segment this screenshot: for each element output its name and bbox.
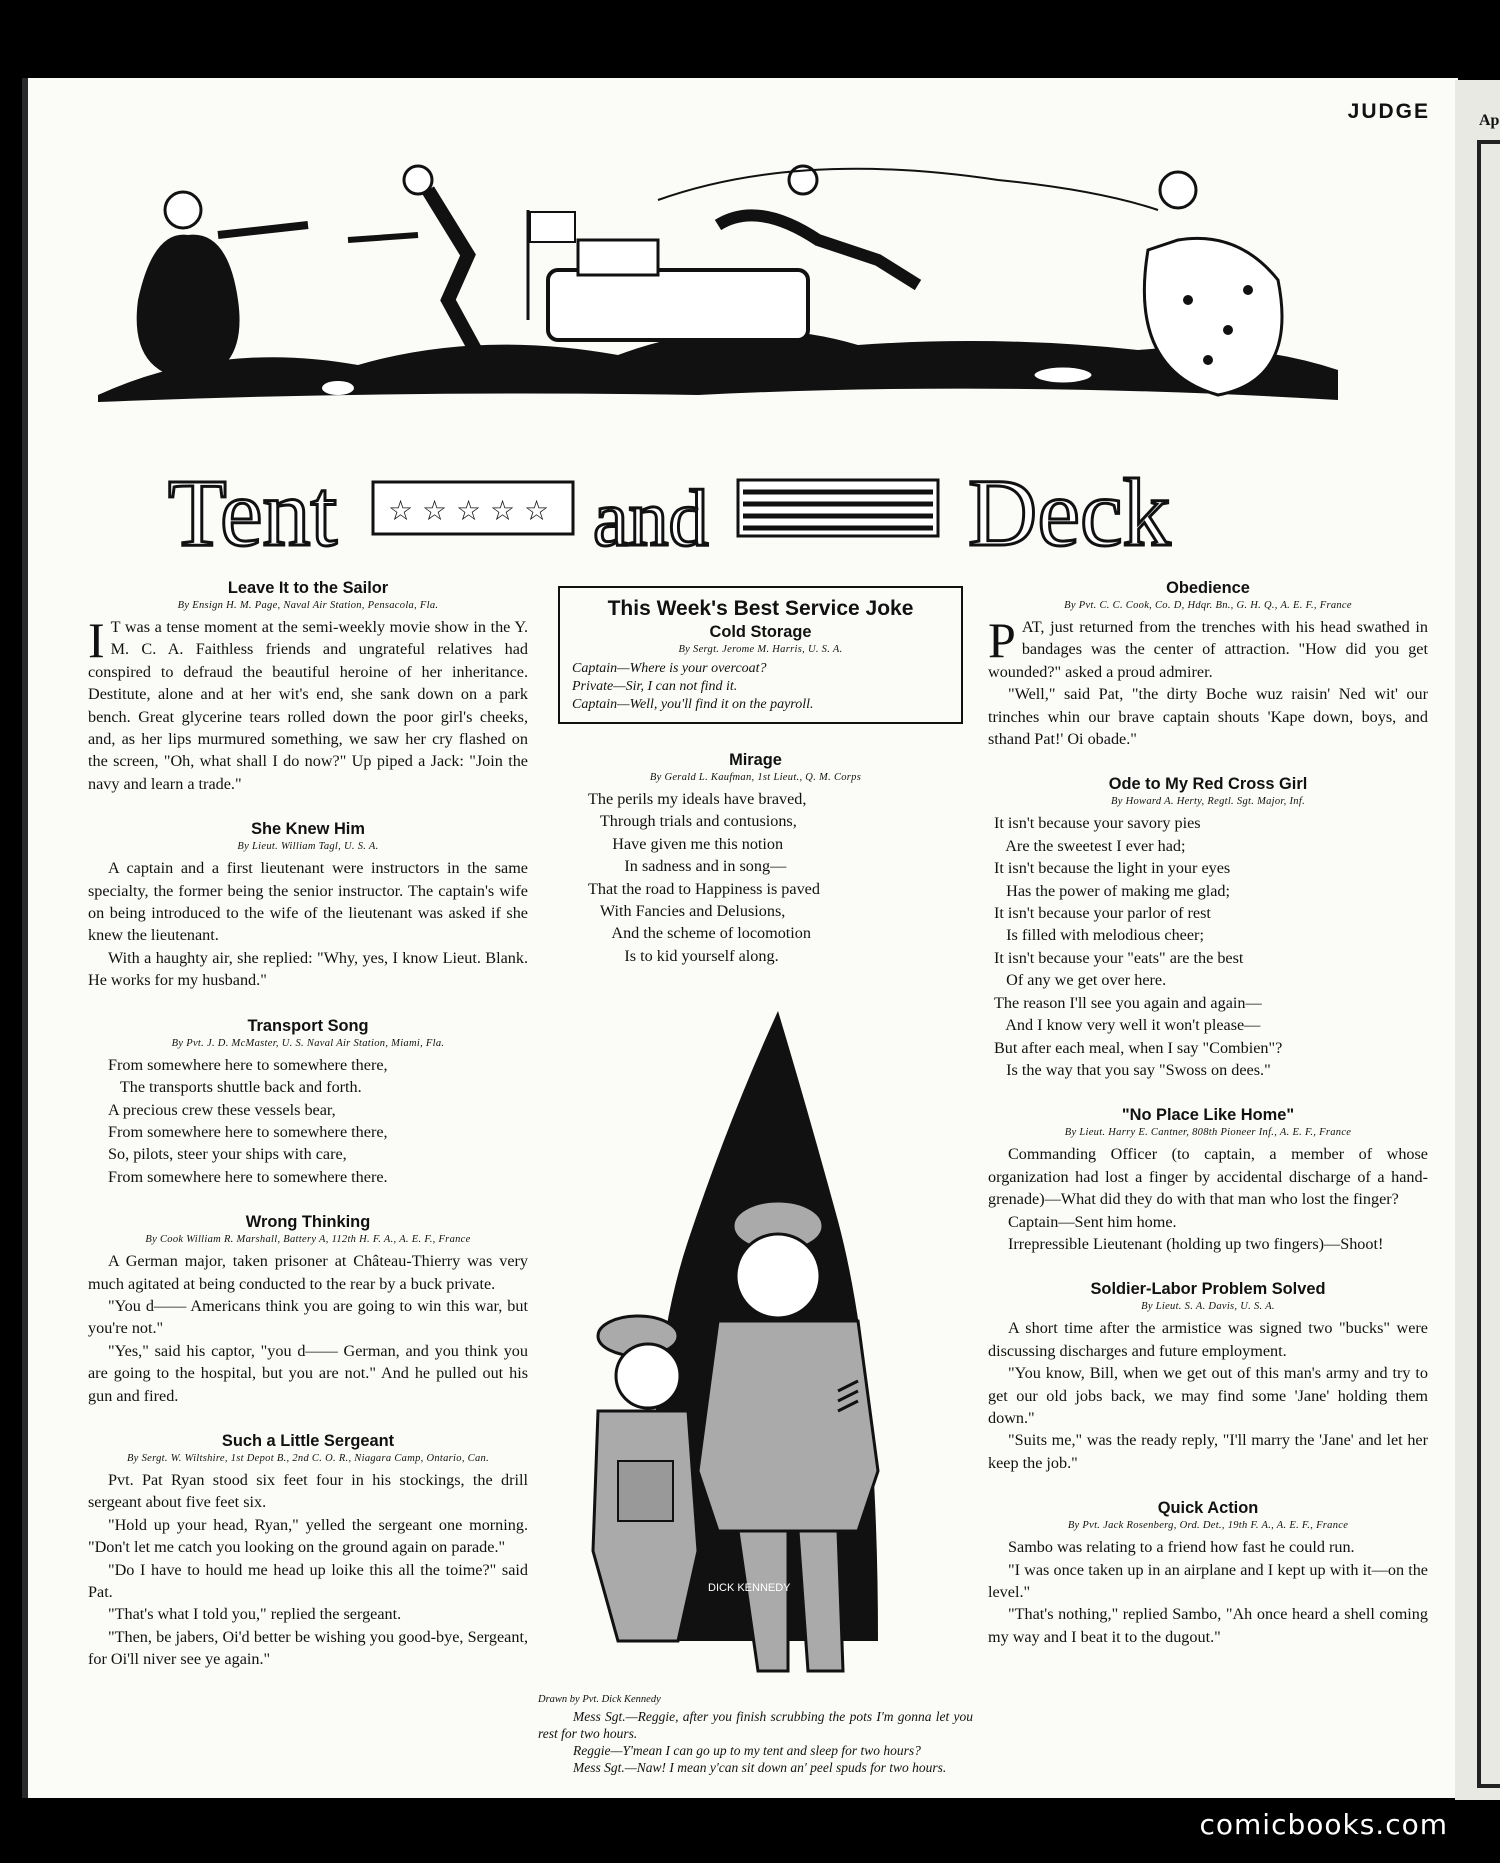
paragraph: Irrepressible Lieutenant (holding up two fingers)—Shoot! <box>1008 1234 1384 1253</box>
poem <box>88 1054 528 1188</box>
drop-cap: I <box>88 612 105 668</box>
article-title: Such a Little Sergeant <box>221 1431 395 1450</box>
poem-line: And I know very well it won't please— <box>994 1016 1261 1035</box>
paragraph: Commanding Officer (to captain, a member of whose organization had lost a finger by accidental discharge of a hand-grenade)—What did they do with that man who lost the finger? <box>988 1145 1428 1209</box>
byline: By Sergt. W. Wiltshire, 1st Depot B., 2nd C. O. R., Niagara Camp, Ontario, Can. <box>126 1452 490 1464</box>
poem-line: It isn't because your "eats" are the best <box>994 948 1244 967</box>
article-title: Obedience <box>1166 579 1250 597</box>
next-page-label: Ap <box>1479 112 1500 129</box>
byline: By Ensign H. M. Page, Naval Air Station, Pensacola, Fla. <box>177 600 439 611</box>
middle-column <box>538 578 973 1776</box>
best-service-joke-box <box>558 586 963 724</box>
article-title: Ode to My Red Cross Girl <box>1108 775 1308 794</box>
article-text: AT, just returned from the trenches with his head swathed in bandages was the center of attraction. "How did you get wounded?" asked a proud admirer. <box>988 618 1428 681</box>
joke-line: Captain—Well, you'll find it on the payroll. <box>572 697 814 712</box>
poem-line: But after each meal, when I say "Combien"? <box>994 1038 1283 1057</box>
byline: By Pvt. C. C. Cook, Co. D, Hdqr. Bn., G. H. Q., A. E. F., France <box>1064 600 1352 611</box>
byline: By Pvt. Jack Rosenberg, Ord. Det., 19th F. A., A. E. F., France <box>1067 1520 1349 1532</box>
article-such-a-little-sergeant <box>88 1431 528 1671</box>
poem-line: In sadness and in song— <box>588 857 787 876</box>
cartoon-illustration <box>538 991 968 1691</box>
byline: By Lieut. William Tagl, U. S. A. <box>237 841 379 853</box>
paragraph: A short time after the armistice was signed two "bucks" were discussing discharges and future employment. <box>988 1319 1428 1360</box>
cartoon-signature: DICK KENNEDY <box>708 1582 791 1595</box>
next-page-edge <box>1455 80 1500 1800</box>
poem-line: A precious crew these vessels bear, <box>108 1100 336 1119</box>
paragraph: "That's what I told you," replied the sergeant. <box>108 1605 402 1624</box>
magazine-page <box>22 78 1458 1798</box>
poem-line: Through trials and contusions, <box>588 812 797 831</box>
article-quick-action <box>988 1498 1428 1648</box>
article-mirage <box>538 750 973 967</box>
paragraph: Captain—Sent him home. <box>1008 1212 1177 1231</box>
article-she-knew-him <box>88 819 528 991</box>
joke-line: Captain—Where is your overcoat? <box>572 661 767 676</box>
next-page-frame <box>1477 140 1500 1788</box>
svg-text:☆ ☆ ☆ ☆ ☆: ☆ ☆ ☆ ☆ ☆ <box>388 494 550 527</box>
paragraph: "You d—— Americans think you are going to win this war, but you're not." <box>88 1296 528 1338</box>
drop-cap: P <box>988 612 1016 668</box>
article-wrong-thinking <box>88 1212 528 1407</box>
byline: By Howard A. Herty, Regtl. Sgt. Major, Inf. <box>1110 796 1305 808</box>
watermark: comicbooks.com <box>1199 1808 1448 1841</box>
poem-line: From somewhere here to somewhere there. <box>108 1167 388 1186</box>
article-title: Quick Action <box>1157 1499 1259 1518</box>
box-heading: This Week's Best Service Joke <box>607 597 914 620</box>
article-title: Leave It to the Sailor <box>227 579 389 597</box>
poem <box>538 788 973 967</box>
title-word-deck: Deck <box>968 459 1171 566</box>
stripes-box <box>738 480 938 536</box>
paragraph: With a haughty air, she replied: "Why, yes, I know Lieut. Blank. He works for my husband." <box>88 948 528 990</box>
poem <box>988 812 1428 1081</box>
poem-line: Of any we get over here. <box>994 971 1167 990</box>
byline: By Sergt. Jerome M. Harris, U. S. A. <box>678 644 843 655</box>
article-ode-to-my-red-cross-girl <box>988 774 1428 1081</box>
article-title: Wrong Thinking <box>245 1213 371 1232</box>
paragraph: "Suits me," was the ready reply, "I'll marry the 'Jane' and let her keep the job." <box>988 1431 1428 1472</box>
poem-line: It isn't because your parlor of rest <box>994 904 1211 923</box>
masthead: JUDGE <box>1347 100 1430 123</box>
poem-line: The perils my ideals have braved, <box>588 790 807 808</box>
poem-line: From somewhere here to somewhere there, <box>108 1055 388 1074</box>
article-text: T was a tense moment at the semi-weekly movie show in the Y. M. C. A. Faithless friends and ungrateful relatives had conspired to defraud the beautiful heroine of her inheritance. Destitute, alone and at her wit's end, she sank down on a park bench. Great glycerine tears rolled down the poor girl's cheeks, and, as her lips murmured something, we saw her cry flashed on the screen, "Oh, what shall I do now?" Up piped a Jack: "Join the navy and learn a trade." <box>88 618 528 793</box>
paragraph: "Hold up your head, Ryan," yelled the sergeant one morning. "Don't let me catch you looking on the ground again on parade." <box>88 1515 528 1557</box>
joke-line: Private—Sir, I can not find it. <box>572 679 738 694</box>
poem-line: It isn't because your savory pies <box>994 814 1201 833</box>
paragraph: "Then, be jabers, Oi'd better be wishing you good-bye, Sergeant, for Oi'll niver see ye again." <box>88 1627 528 1669</box>
article-title: Transport Song <box>247 1016 369 1035</box>
cartoon-credit: Drawn by Pvt. Dick Kennedy <box>538 1694 661 1706</box>
cartoon-drawing <box>538 991 968 1691</box>
article-obedience <box>988 578 1428 750</box>
title-word-tent: Tent <box>168 459 338 566</box>
poem-line: With Fancies and Delusions, <box>588 902 786 921</box>
poem-line: Is to kid yourself along. <box>588 946 779 965</box>
poem-line: So, pilots, steer your ships with care, <box>108 1145 347 1164</box>
caption-line: Mess Sgt.—Naw! I mean y'can sit down an' peel spuds for two hours. <box>573 1760 947 1776</box>
byline: By Cook William R. Marshall, Battery A, 112th H. F. A., A. E. F., France <box>145 1234 471 1246</box>
caption-line: Mess Sgt.—Reggie, after you finish scrubbing the pots I'm gonna let you rest for two hours. <box>538 1709 973 1742</box>
byline: By Lieut. S. A. Davis, U. S. A. <box>1141 1301 1275 1313</box>
paragraph: "Yes," said his captor, "you d—— German, and you think you are going to the hospital, but you are not." And he pulled out his gun and fired. <box>88 1341 528 1405</box>
title-word-and: and <box>593 475 709 563</box>
poem-line: Has the power of making me glad; <box>994 881 1231 900</box>
article-title: Soldier-Labor Problem Solved <box>1090 1280 1326 1299</box>
poem-line: Is the way that you say "Swoss on dees." <box>994 1060 1271 1079</box>
cartoon-caption <box>538 1691 973 1776</box>
paragraph: Sambo was relating to a friend how fast he could run. <box>1008 1538 1355 1557</box>
paragraph: A German major, taken prisoner at Château-Thierry was very much agitated at being conducted to the rear by a buck private. <box>88 1252 528 1293</box>
byline: By Lieut. Harry E. Cantner, 808th Pioneer Inf., A. E. F., France <box>1064 1127 1352 1139</box>
paragraph: "That's nothing," replied Sambo, "Ah once heard a shell coming my way and I beat it to the dugout." <box>988 1605 1428 1646</box>
article-title: "No Place Like Home" <box>1121 1106 1295 1125</box>
poem-line: It isn't because the light in your eyes <box>994 859 1231 878</box>
poem-line: From somewhere here to somewhere there, <box>108 1122 388 1141</box>
article-title: She Knew Him <box>251 820 365 839</box>
article-title: Cold Storage <box>709 623 812 641</box>
poem-line: The transports shuttle back and forth. <box>108 1078 362 1097</box>
article-title: Mirage <box>729 751 782 769</box>
paragraph: Pvt. Pat Ryan stood six feet four in his stockings, the drill sergeant about five feet six. <box>88 1470 528 1512</box>
poem-line: And the scheme of locomotion <box>588 924 811 943</box>
paragraph: "I was once taken up in an airplane and I kept up with it—on the level." <box>988 1560 1428 1601</box>
paragraph: "You know, Bill, when we get out of this man's army and try to get our old jobs back, we may find some 'Jane' holding them down." <box>988 1364 1428 1427</box>
left-column <box>88 578 528 1695</box>
poem-line: That the road to Happiness is paved <box>588 879 820 898</box>
paragraph: A captain and a first lieutenant were instructors in the same specialty, the former being the senior instructor. The captain's wife on being introduced to the wife of the lieutenant was asked if she knew the lieutenant. <box>88 859 528 945</box>
article-soldier-labor-problem-solved <box>988 1279 1428 1474</box>
title-lettering <box>168 450 1338 570</box>
right-column <box>988 578 1428 1672</box>
caption-line: Reggie—Y'mean I can go up to my tent and sleep for two hours? <box>573 1743 921 1759</box>
paragraph: "Do I have to hould me head up loike this all the toime?" said Pat. <box>88 1560 528 1601</box>
byline: By Pvt. J. D. McMaster, U. S. Naval Air Station, Miami, Fla. <box>171 1037 445 1049</box>
poem-line: Are the sweetest I ever had; <box>994 836 1186 855</box>
article-no-place-like-home <box>988 1105 1428 1255</box>
poem-line: Have given me this notion <box>588 834 784 853</box>
article-leave-it-to-the-sailor <box>88 578 528 795</box>
banner-illustration <box>98 140 1408 430</box>
article-transport-song <box>88 1016 528 1188</box>
paragraph: "Well," said Pat, "the dirty Boche wuz raisin' Ned wit' our trinches whin our brave captain shouts 'Kape down, boys, and sthand Pat!' Oi obade." <box>988 685 1428 749</box>
byline: By Gerald L. Kaufman, 1st Lieut., Q. M. Corps <box>649 772 862 783</box>
poem-line: The reason I'll see you again and again— <box>994 993 1262 1012</box>
poem-line: Is filled with melodious cheer; <box>994 926 1204 945</box>
